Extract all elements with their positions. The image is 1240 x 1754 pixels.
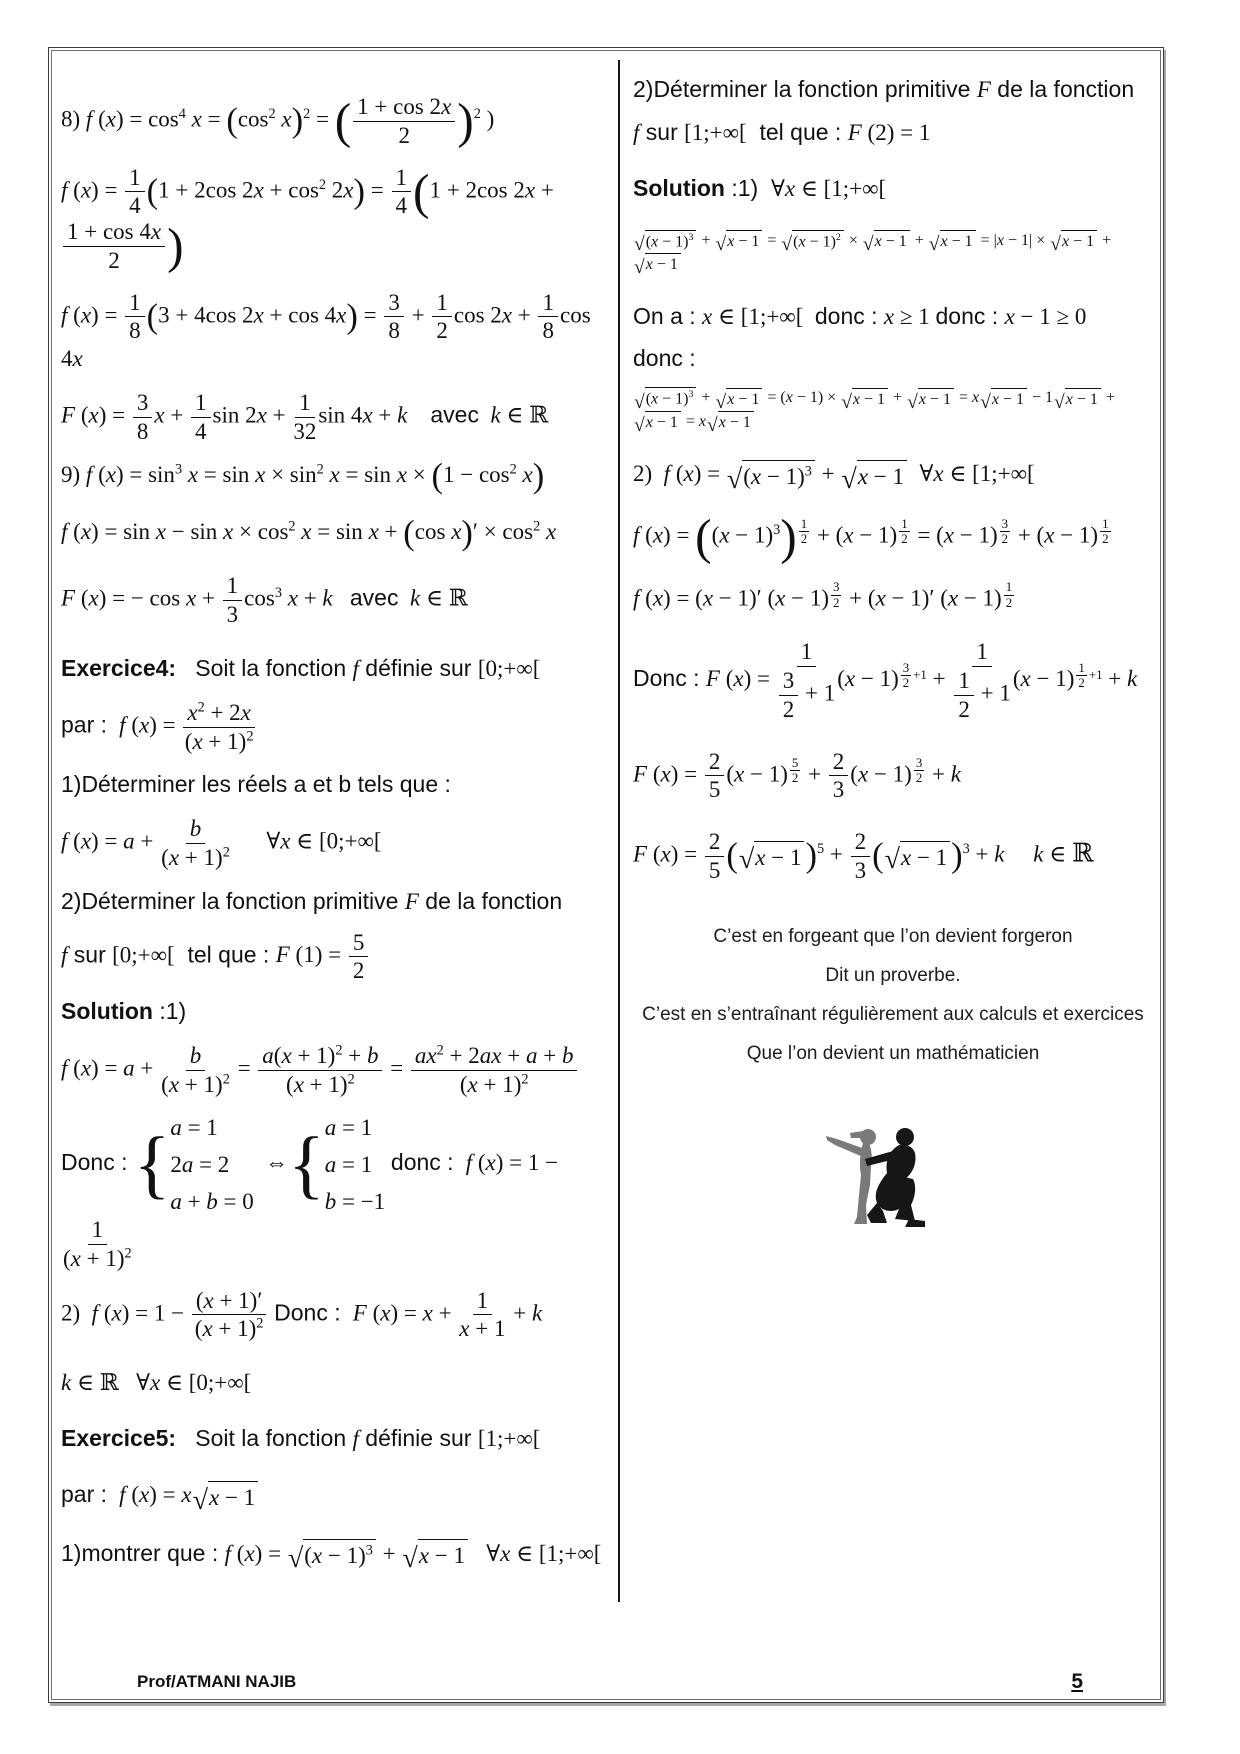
exercise4-heading: Exercice4: Soit la fonction f définie sur [0;+∞[ <box>61 654 541 681</box>
solution5-powers: f $(x) = ((x - 1)^3)$ $^{\frac{1}{2}}$ + (x − 1) $^{\frac{1}{2}}$ = (x − 1) $^{\frac{3}{2}}$ + (x − 1) $^{\frac{1}{2}}$ <box>633 509 1109 565</box>
math-line-9b: f $(x) = \sin x - \sin x \times \cos^2 x = \sin x + (\cos$ $x)' \times \cos^2 x$ <box>61 513 557 552</box>
exercise5-question2: 2)Déterminer la fonction primitive F de la fonction <box>633 76 1135 102</box>
solution5-donc: donc : <box>633 345 696 372</box>
column-divider <box>618 60 620 1602</box>
solution5-identity2: √ $(x - 1)^3$ + √ x − 1 = (x − 1) × √ x − 1 + √ x − 1 = x √ x − 1 − 1 √ x − 1 + √ x − 1 = x √ x − 1 <box>634 389 1115 436</box>
exercise5-question1: 1)montrer que : f (x) = √ $(x - 1)^3$ + √ x − 1 ∀x ∈ [1;+∞[ <box>61 1539 602 1575</box>
solution5-derivatives: f (x) = (x − 1)′ (x − 1) $^{\frac{3}{2}}$ + (x − 1)′ (x − 1) $^{\frac{1}{2}}$ <box>633 580 1013 611</box>
math-line-8a: 8) f $(x) = \cos^4 x = (\cos^2$ x)$^2$ = ( $\frac{1 + \cos 2x}{2}$ )$^2$ ) <box>61 93 495 149</box>
mentor-child-silhouette <box>821 1123 951 1238</box>
exercise5-question2b: f sur [1;+∞[ tel que : F (2) = 1 <box>633 118 931 145</box>
exercise4-q1-formula: f (x) = a + $\frac{b}{(x + 1)^2}$ ∀x ∈ [0;+∞[ <box>61 816 382 870</box>
adult-silhouette <box>865 1128 925 1227</box>
quote-line-3: C’est en s’entraînant régulièrement aux calculs et exercices <box>642 1003 1144 1025</box>
solution5-antiderivative: Donc : F (x) = 1 $\frac{3}{2}$ + 1 (x − 1) $^{\frac{3}{2} +1}$ + 1 $\frac{1}{2}$ + 1 (x − 1) $^{\frac{1}{2} +1}$ + k <box>633 639 1138 722</box>
math-line-8b: f (x) = $\frac{1}{4}$ (1 + 2cos $2x + \cos^2 2x$) = $\frac{1}{4}$ (1 + 2cos 2x + $\frac{1 + \cos 4x}{2}$ ) <box>61 163 554 274</box>
exercise4-question1: 1)Déterminer les réels a et b tels que : <box>61 771 451 798</box>
page-number: 5 <box>1071 1670 1083 1693</box>
exercise4-question2b: f sur [0;+∞[ tel que : F (1) = $\frac{5}{2}$ <box>61 930 613 985</box>
solution5-part2: 2) f (x) = √ $(x - 1)^3$ + √ x − 1 ∀x ∈ [1;+∞[ <box>633 461 1035 495</box>
silhouette-svg <box>821 1123 951 1238</box>
child-silhouette <box>826 1129 876 1224</box>
left-column <box>61 48 613 1584</box>
proverb-block <box>633 926 1153 1065</box>
solution5-heading: Solution :1) ∀x ∈ [1;+∞[ <box>633 174 887 201</box>
page-frame <box>48 47 1164 1703</box>
solution5-final: F (x) = $\frac{2}{5}$ ( √ x − 1 )$^5$ + $\frac{2}{3}$ ( √ x − 1 )$^3$ + k k ∈ ℝ <box>633 829 1094 883</box>
math-line-8c: f (x) = $\frac{1}{8}$ (3 + 4cos 2x + cos 4x) = $\frac{3}{8}$ + $\frac{1}{2}$ cos 2x + $\frac{1}{8}$ cos 4x <box>61 289 591 371</box>
math-line-9c: F (x) = − cos x + $\frac{1}{3}$ $\cos^3 x + k$ avec k ∈ ℝ <box>61 573 468 628</box>
solution4-step2: 2) f (x) = 1 − $\frac{(x + 1)'}{(x + 1)^2}$ Donc : F (x) = x + $\frac{1}{x + 1}$ + k <box>61 1287 543 1342</box>
solution5-simplified: F (x) = $\frac{2}{5}$ (x − 1) $^{\frac{5}{2}}$ + $\frac{2}{3}$ (x − 1) $^{\frac{3}{2}}$ + k <box>633 748 961 803</box>
right-column <box>633 48 1153 1238</box>
math-line-8d: F (x) = $\frac{3}{8}$ x + $\frac{1}{4}$ sin 2x + $\frac{1}{32}$ sin 4x + k avec k ∈ ℝ <box>61 389 549 444</box>
quote-line-4: Que l’on devient un mathématicien <box>746 1042 1040 1064</box>
solution5-domain-argument: On a : x ∈ [1;+∞[ donc : x ≥ 1 donc : x − 1 ≥ 0 <box>633 302 1087 329</box>
quote-line-1: C’est en forgeant que l’on devient forgeron <box>713 925 1073 947</box>
solution4-system: Donc : { a = 1 2a = 2 a + b = 0 ⇔{ a = 1 a = 1 b = −1 donc : f (x) = 1 − $\frac{1}{(x + 1)^2}$ <box>61 1115 559 1271</box>
page-footer <box>49 1668 1163 1694</box>
exercise4-question2: 2)Déterminer la fonction primitive F de la fonction <box>61 887 563 914</box>
quote-line-2: Dit un proverbe. <box>825 964 961 986</box>
exercise5-heading: Exercice5: Soit la fonction f définie sur [1;+∞[ <box>61 1425 541 1452</box>
solution4-heading: Solution :1) <box>61 998 187 1025</box>
exercise5-definition: par : f (x) = x √ x − 1 <box>61 1480 613 1513</box>
footer-author: Prof/ATMANI NAJIB <box>137 1672 297 1691</box>
math-line-9a: 9) f $(x) = \sin^3 x = \sin x \times \sin^2 x = \sin x \times (1 - \cos^2 x)$ <box>61 457 545 496</box>
solution4-domain: k ∈ ℝ ∀x ∈ [0;+∞[ <box>61 1370 252 1396</box>
solution5-identity: √ $(x - 1)^3$ + √ x − 1 = √ $(x - 1)^2$ × √ x − 1 + √ x − 1 = |x − 1| × √ x − 1 + √ x − 1 <box>634 231 1112 279</box>
solution4-step1: f (x) = a + $\frac{b}{(x + 1)^2}$ = $\frac{a(x + 1)^2 + b}{(x + 1)^2}$ = $\frac{ax^2 + 2ax + a + b}{(x + 1)^2}$ <box>61 1043 613 1098</box>
exercise4-definition: par : f (x) = $\frac{x^2 + 2x}{(x + 1)^2}$ <box>61 699 254 754</box>
